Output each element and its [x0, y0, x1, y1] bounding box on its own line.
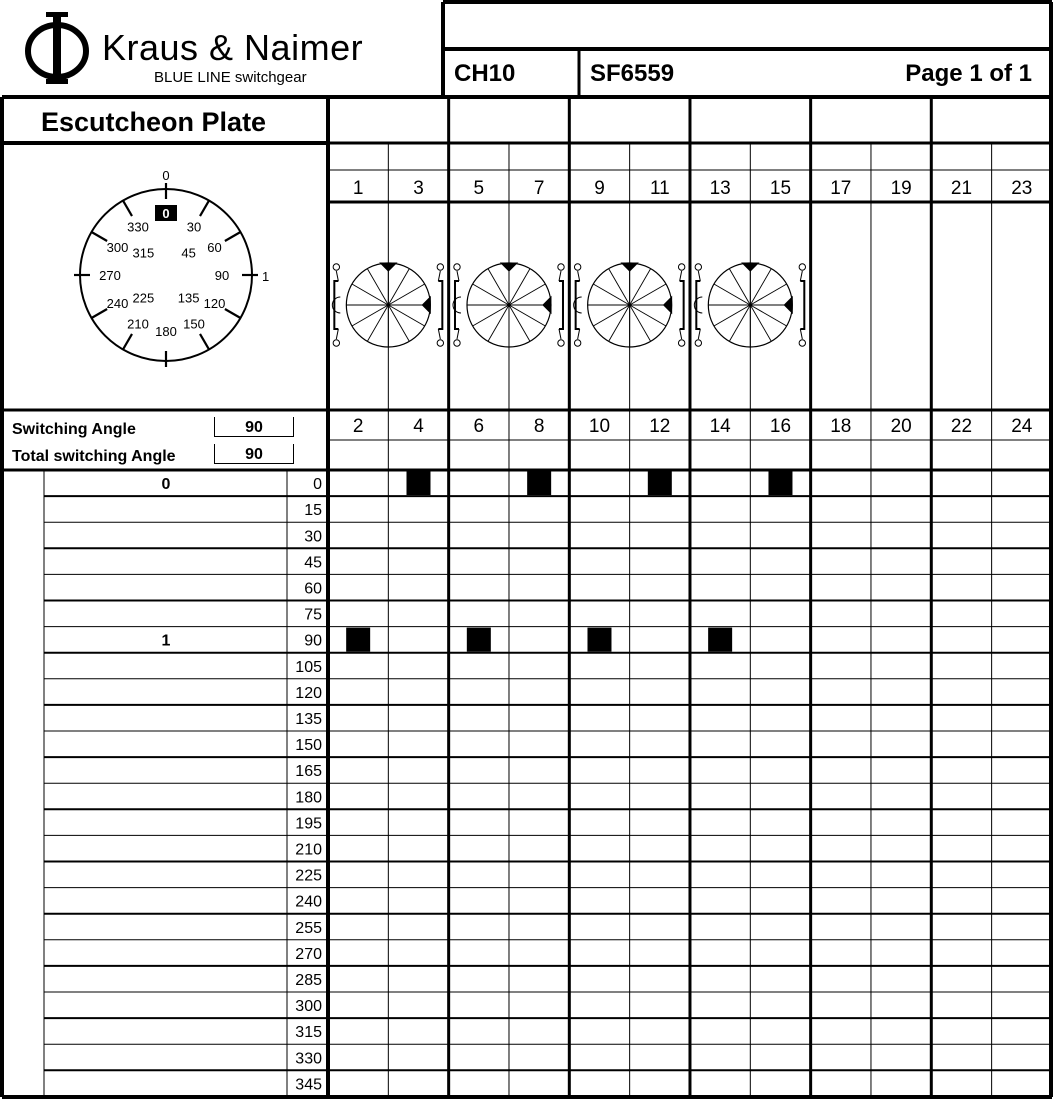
escutcheon-plate-title: Escutcheon Plate: [41, 107, 267, 137]
position-label: 0: [161, 476, 171, 494]
closed-contact-mark: [768, 471, 792, 495]
angle-value: 105: [295, 658, 322, 676]
page-indicator: Page 1 of 1: [905, 60, 1032, 87]
dial-position-label: 210: [127, 316, 149, 332]
angle-value: 120: [295, 684, 322, 702]
angle-value: 315: [295, 1024, 322, 1042]
total-switching-angle-label: Total switching Angle: [12, 448, 176, 465]
dial-position-label: 300: [106, 240, 129, 255]
angle-value: 210: [295, 841, 322, 859]
dial-position-label: 0: [162, 206, 170, 221]
contact-wheel-icon: [694, 263, 805, 347]
terminal-top-number: 11: [649, 178, 670, 199]
terminal-bottom-number: 16: [769, 416, 792, 437]
closed-contact-mark: [346, 628, 370, 652]
contact-wheel-icon: [332, 263, 443, 347]
terminal-bottom-number: 2: [352, 416, 364, 437]
dial-position-label: 315: [132, 245, 155, 261]
switching-angle-label: Switching Angle: [12, 421, 136, 438]
terminal-top-number: 17: [830, 178, 852, 199]
angle-value: 195: [295, 815, 322, 833]
dial-position-label: 135: [177, 290, 200, 306]
angle-value: 240: [295, 893, 322, 911]
dial-position-label: 180: [155, 324, 177, 339]
dial-top-marker: 0: [162, 168, 170, 183]
angle-value: 165: [295, 763, 322, 781]
closed-contact-mark: [406, 471, 430, 495]
angle-value: 180: [295, 789, 322, 807]
angle-value: 150: [295, 737, 322, 755]
angle-value: 135: [295, 710, 322, 728]
terminal-bottom-number: 6: [473, 416, 485, 437]
total-switching-angle-value: 90: [214, 444, 294, 464]
terminal-bottom-number: 22: [950, 416, 973, 437]
closed-contact-mark: [648, 471, 672, 495]
terminal-top-number: 5: [473, 178, 485, 199]
terminal-top-number: 15: [769, 178, 792, 199]
model-number: CH10: [454, 60, 516, 87]
angle-value: 300: [295, 998, 322, 1016]
terminal-bottom-number: 4: [413, 416, 424, 437]
contact-wheel-icon: [574, 263, 685, 347]
dial-position-label: 60: [207, 240, 222, 255]
terminal-top-number: 9: [594, 178, 605, 199]
brand-tagline: BLUE LINE switchgear: [154, 69, 307, 86]
angle-value: 225: [295, 867, 322, 885]
terminal-top-number: 13: [709, 178, 731, 199]
terminal-bottom-number: 12: [649, 416, 671, 437]
angle-value: 270: [295, 945, 322, 963]
dial-position-label: 30: [186, 219, 202, 235]
terminal-bottom-number: 14: [709, 416, 731, 437]
closed-contact-mark: [587, 628, 611, 652]
terminal-top-number: 1: [352, 178, 364, 199]
closed-contact-mark: [467, 628, 491, 652]
angle-value: 330: [295, 1050, 322, 1068]
dial-right-marker: 1: [262, 269, 270, 284]
diagram-number: SF6559: [590, 60, 675, 87]
terminal-bottom-number: 10: [588, 416, 611, 437]
terminal-bottom-number: 18: [830, 416, 852, 437]
switching-angle-value: 90: [214, 417, 294, 437]
angle-value: 75: [304, 606, 322, 624]
angle-value: 45: [304, 554, 322, 572]
dial-position-label: 120: [203, 296, 226, 311]
dial-position-label: 240: [106, 296, 129, 311]
dial-position-label: 90: [214, 268, 230, 283]
angle-value: 285: [295, 971, 322, 989]
closed-contact-mark: [708, 628, 732, 652]
position-label: 1: [161, 632, 171, 650]
terminal-top-number: 7: [533, 178, 545, 199]
dial-position-label: 330: [127, 219, 149, 235]
dial-position-label: 225: [132, 290, 155, 306]
terminal-top-number: 19: [890, 178, 912, 199]
terminal-bottom-number: 8: [533, 416, 545, 437]
angle-value: 0: [313, 476, 322, 494]
angle-value: 30: [304, 528, 322, 546]
dial-position-label: 150: [183, 316, 205, 332]
phi-logo-icon: [22, 8, 92, 86]
terminal-top-number: 3: [413, 178, 424, 199]
terminal-top-number: 23: [1011, 178, 1033, 199]
angle-value: 60: [304, 580, 322, 598]
angle-value: 255: [295, 919, 322, 937]
angle-value: 345: [295, 1076, 322, 1094]
terminal-bottom-number: 24: [1011, 416, 1033, 437]
contact-wheel-icon: [453, 263, 564, 347]
dial-position-label: 270: [99, 268, 121, 283]
angle-value: 90: [304, 632, 322, 650]
brand-name: Kraus & Naimer: [102, 27, 364, 68]
closed-contact-mark: [527, 471, 551, 495]
terminal-top-number: 21: [950, 178, 973, 199]
angle-value: 15: [304, 502, 322, 520]
terminal-bottom-number: 20: [890, 416, 912, 437]
dial-position-label: 45: [181, 245, 196, 261]
